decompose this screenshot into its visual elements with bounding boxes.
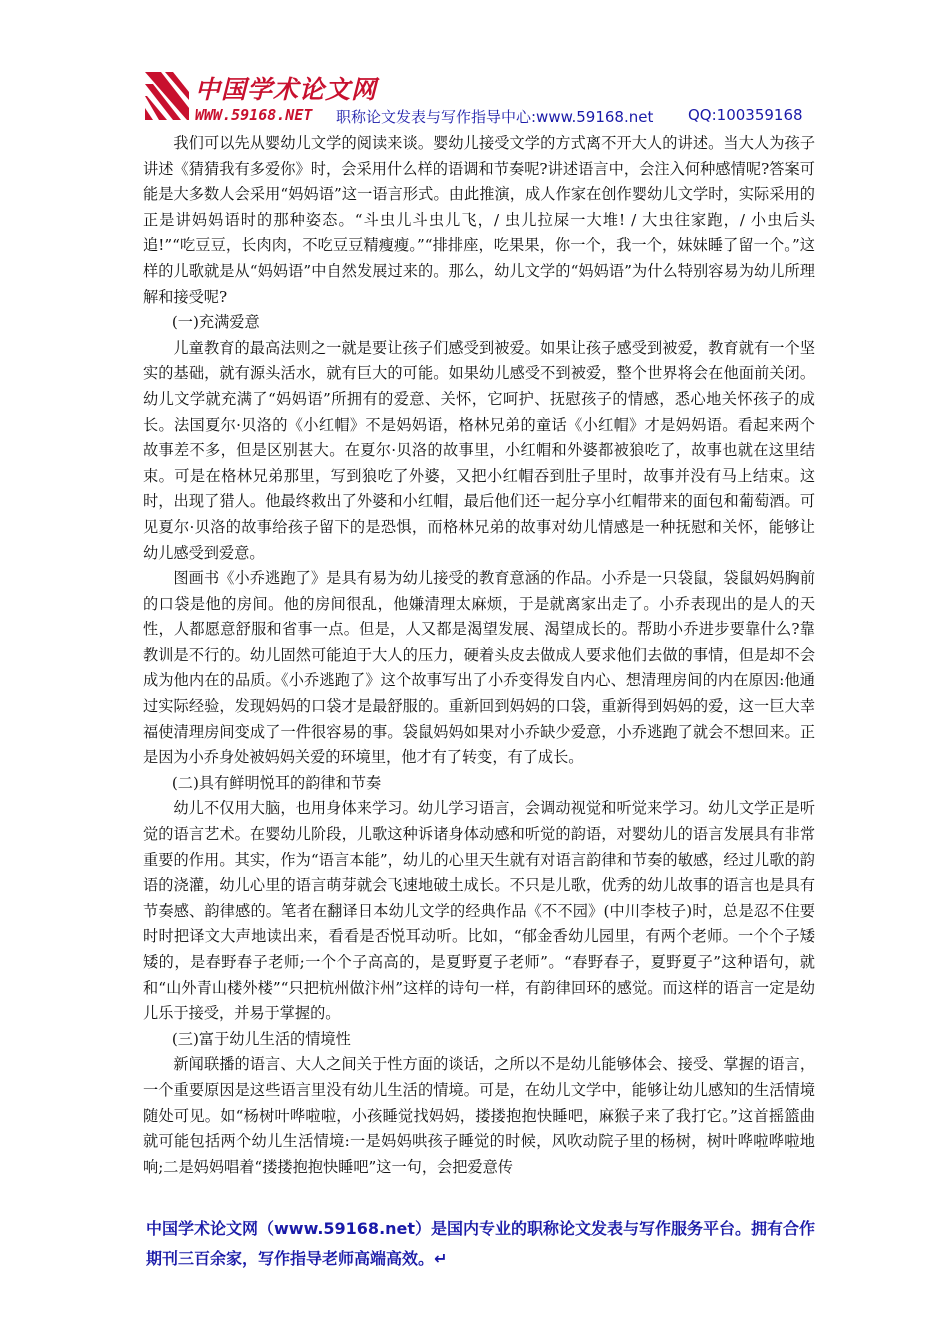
footer-ad[interactable]: 中国学术论文网（www.59168.net）是国内专业的职称论文发表与写作服务平台。拥有合作期刊三百余家，写作指导老师高端高效。↵ <box>146 1219 816 1268</box>
site-url[interactable]: WWW.59168.NET <box>195 106 313 124</box>
section-heading-3: (三)富于幼儿生活的情境性 <box>171 1029 351 1048</box>
paragraph-rhythm: 幼儿不仅用大脑，也用身体来学习。幼儿学习语言，会调动视觉和听觉来学习。幼儿文学正是听觉的语言艺术。在婴幼儿阶段，儿歌这种诉诸身体动感和听觉的韵语，对婴幼儿的语言发展具有非常重要的作用。其实，作为“语言本能”，幼儿的心里天生就有对语言韵律和节奏的敏感，经过儿歌的韵语的浇灌，幼儿心里的语言萌芽就会飞速地破土成长。不只是儿歌，优秀的幼儿故事的语言也是具有节奏感、韵律感的。笔者在翻译日本幼儿文学的经典作品《不不园》(中川李枝子)时，总是忍不住要时时把译文大声地读出来，看看是否悦耳动听。比如，“郁金香幼儿园里，有两个老师。一个个子矮矮的，是春野春子老师;一个个子高高的，是夏野夏子老师”。“春野春子，夏野夏子”这种语句，就和“山外青山楼外楼”“只把杭州做汴州”这样的诗句一样，有韵律回环的感觉。而这样的语言一定是幼儿乐于接受，并易于掌握的。 <box>143 799 815 1023</box>
paragraph-intro: 我们可以先从婴幼儿文学的阅读来谈。婴幼儿接受文学的方式离不开大人的讲述。当大人为孩子讲述《猜猜我有多爱你》时，会采用什么样的语调和节奏呢?讲述语言中，会注入何种感情呢?答案可能是大多数人会采用“妈妈语”这一语言形式。由此推演，成人作家在创作婴幼儿文学时，实际采用的正是讲妈妈语时的那种姿态。“斗虫儿斗虫儿飞，/ 虫儿拉屎一大堆! / 大虫往家跑，/ 小虫后头追!”“吃豆豆，长肉肉，不吃豆豆精瘦瘦。”“排排座，吃果果，你一个，我一个，妹妹睡了留一个。”这样的儿歌就是从“妈妈语”中自然发展过来的。那么，幼儿文学的“妈妈语”为什么特别容易为幼儿所理解和接受呢? <box>143 134 815 306</box>
section-heading-1: (一)充满爱意 <box>171 313 260 332</box>
logo-stripes-icon <box>143 68 191 124</box>
paragraph-joey: 图画书《小乔逃跑了》是具有易为幼儿接受的教育意涵的作品。小乔是一只袋鼠，袋鼠妈妈胸前的口袋是他的房间。他的房间很乱，他嫌清理太麻烦，于是就离家出走了。小乔表现出的是人的天性，人都愿意舒服和省事一点。但是，人又都是渴望发展、渴望成长的。帮助小乔进步要靠什么?靠教训是不行的。幼儿固然可能迫于大人的压力，硬着头皮去做成人要求他们去做的事情，但是却不会成为他内在的品质。《小乔逃跑了》这个故事写出了小乔变得发自内心、想清理房间的内在原因:他通过实际经验，发现妈妈的口袋才是最舒服的。重新回到妈妈的口袋，重新得到妈妈的爱，这一巨大幸福使清理房间变成了一件很容易的事。袋鼠妈妈如果对小乔缺少爱意，小乔逃跑了就会不想回来。正是因为小乔身处被妈妈关爱的环境里，他才有了转变，有了成长。 <box>143 569 815 767</box>
header-qq: QQ:100359168 <box>688 106 803 124</box>
article-body <box>143 131 815 1180</box>
paragraph-love: 儿童教育的最高法则之一就是要让孩子们感受到被爱。如果让孩子感受到被爱，教育就有一个坚实的基础，就有源头活水，就有巨大的可能。如果幼儿感受不到被爱，整个世界将会在他面前关闭。幼儿文学就充满了“妈妈语”所拥有的爱意、关怀，它呵护、抚慰孩子的情感，悉心地关怀孩子的成长。法国夏尔·贝洛的《小红帽》不是妈妈语，格林兄弟的童话《小红帽》才是妈妈语。看起来两个故事差不多，但是区别甚大。在夏尔·贝洛的故事里，小红帽和外婆都被狼吃了，故事也就在这里结束。可是在格林兄弟那里，写到狼吃了外婆，又把小红帽吞到肚子里时，故事并没有马上结束。这时，出现了猎人。他最终救出了外婆和小红帽，最后他们还一起分享小红帽带来的面包和葡萄酒。可见夏尔·贝洛的故事给孩子留下的是恐惧，而格林兄弟的故事对幼儿情感是一种抚慰和关怀，能够让幼儿感受到爱意。 <box>143 338 815 562</box>
section-heading-2: (二)具有鲜明悦耳的韵律和节奏 <box>171 773 382 792</box>
site-name: 中国学术论文网 <box>195 75 378 104</box>
header-tagline-link[interactable]: 职称论文发表与写作指导中心:www.59168.net <box>336 108 654 126</box>
page-header <box>143 66 823 128</box>
paragraph-context: 新闻联播的语言、大人之间关于性方面的谈话，之所以不是幼儿能够体会、接受、掌握的语言，一个重要原因是这些语言里没有幼儿生活的情境。可是，在幼儿文学中，能够让幼儿感知的生活情境随处可见。如“杨树叶哗啦啦，小孩睡觉找妈妈，搂搂抱抱快睡吧，麻猴子来了我打它。”这首摇篮曲就可能包括两个幼儿生活情境:一是妈妈哄孩子睡觉的时候，风吹动院子里的杨树，树叶哗啦哗啦地响;二是妈妈唱着“搂搂抱抱快睡吧”这一句，会把爱意传 <box>143 1055 815 1176</box>
